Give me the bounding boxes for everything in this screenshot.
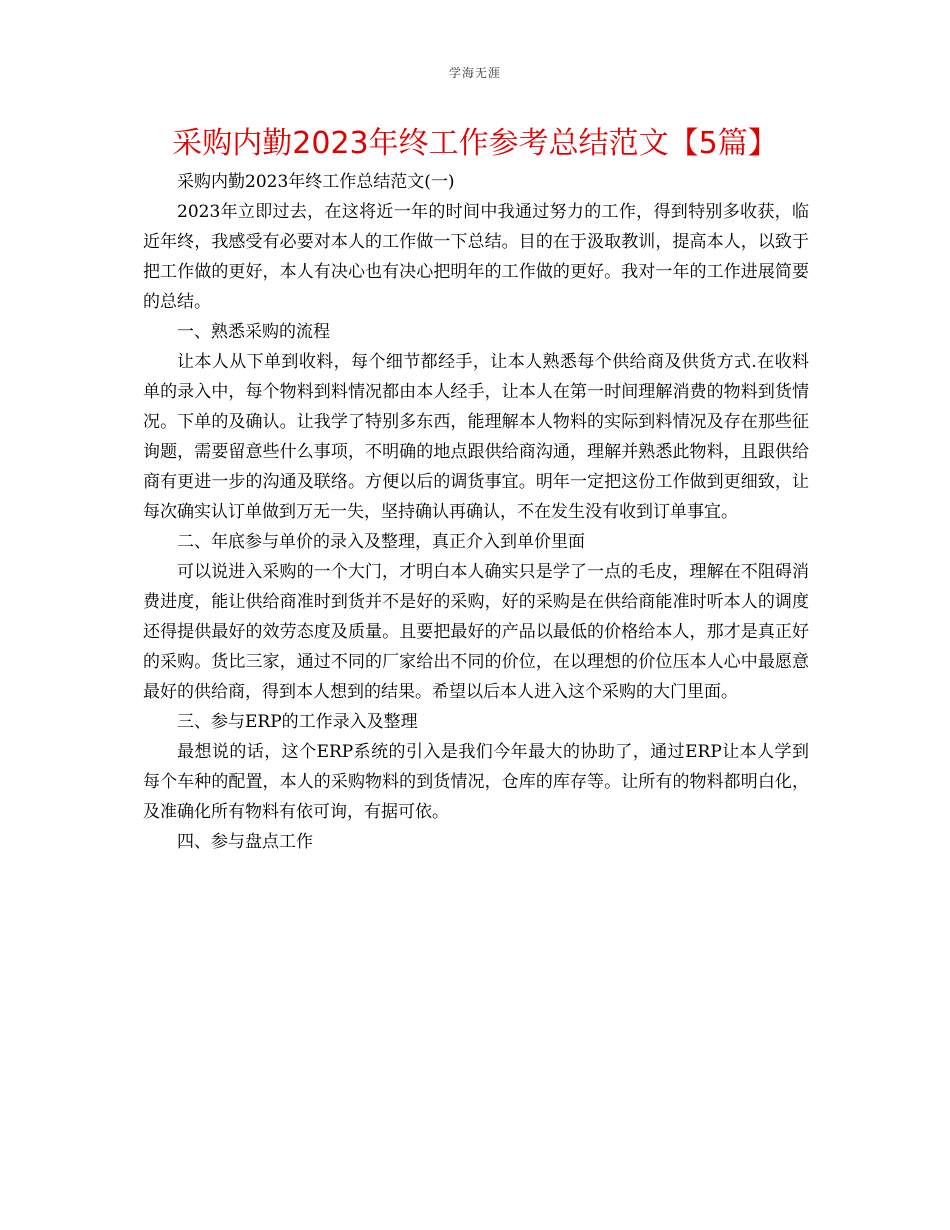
section-paragraph-3: 最想说的话，这个ERP系统的引入是我们今年最大的协助了，通过ERP让本人学到每个车种的配置，本人的采购物料的到货情况，仓库的库存等。让所有的物料都明白化，及准确化所有物料有依可询，有据可依。 [143, 742, 809, 822]
section-heading-4: 四、参与盘点工作 [177, 832, 313, 852]
section-heading-2: 二、年底参与单价的录入及整理，真正介入到单价里面 [177, 532, 585, 552]
section-paragraph-2: 可以说进入采购的一个大门，才明白本人确实只是学了一点的毛皮，理解在不阻碍消费进度，能让供给商准时到货并不是好的采购，好的采购是在供给商能准时听本人的调度还得提供最好的效劳态度及质量。且要把最好的产品以最低的价格给本人，那才是真正好的采购。货比三家，通过不同的厂家给出不同的价位，在以理想的价位压本人心中最愿意最好的供给商，得到本人想到的结果。希望以后本人进入这个采购的大门里面。 [143, 562, 809, 702]
section-paragraph-1: 让本人从下单到收料，每个细节都经手，让本人熟悉每个供给商及供货方式.在收料单的录入中，每个物料到料情况都由本人经手，让本人在第一时间理解消费的物料到货情况。下单的及确认。让我学了特别多东西，能理解本人物料的实际到料情况及存在那些征询题，需要留意些什么事项，不明确的地点跟供给商沟通，理解并熟悉此物料，且跟供给商有更进一步的沟通及联络。方便以后的调货事宜。明年一定把这份工作做到更细致，让每次确实认订单做到万无一失，坚持确认再确认，不在发生没有收到订单事宜。 [143, 352, 809, 522]
section-heading-1: 一、熟悉采购的流程 [177, 322, 330, 342]
intro-paragraph: 2023年立即过去，在这将近一年的时间中我通过努力的工作，得到特别多收获，临近年终，我感受有必要对本人的工作做一下总结。目的在于汲取教训，提高本人，以致于把工作做的更好，本人有决心也有决心把明年的工作做的更好。我对一年的工作进展简要的总结。 [143, 202, 809, 312]
document-body [143, 167, 809, 857]
section-heading-3: 三、参与ERP的工作录入及整理 [177, 712, 418, 732]
page-header: 学海无涯 [448, 66, 501, 80]
subtitle-paragraph: 采购内勤2023年终工作总结范文(一) [177, 172, 455, 192]
document-title: 采购内勤2023年终工作参考总结范文【5篇】 [172, 126, 778, 161]
